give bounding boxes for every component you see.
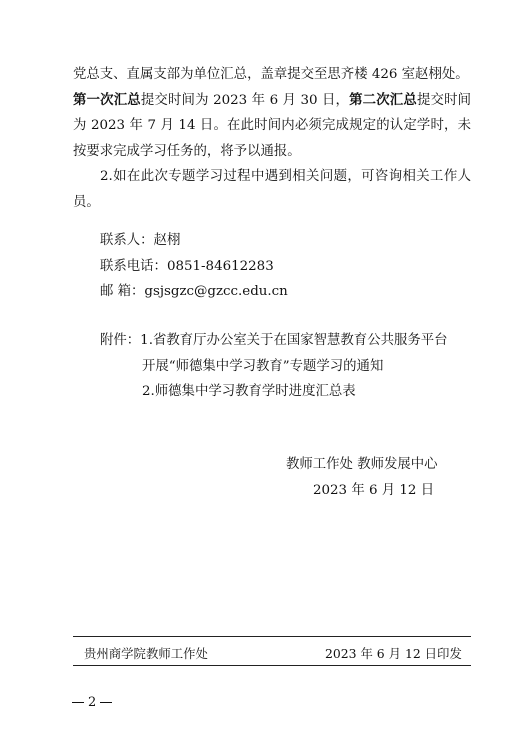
attachment-item-1-line-1: 1.省教育厅办公室关于在国家智慧教育公共服务平台 [140,333,448,348]
contact-block [100,228,288,305]
attachment-item-1-line-2: 开展“师德集中学习教育”专题学习的通知 [142,358,384,374]
second-summary-text: 提交时间为 2023 年 7 月 14 日。在此时间内必须完成规定的认定学时，未按要求完成学习任务的，将予以通报。 [73,92,472,159]
body-text [73,62,471,215]
signature-date: 2023 年 6 月 12 日 [313,483,435,498]
paragraph-submission-location: 党总支、直属支部为单位汇总，盖章提交至思齐楼 426 室赵栩处。 [73,67,469,82]
contact-phone: 联系电话：0851-84612283 [100,258,274,274]
paragraph-submission-deadlines [73,88,471,165]
attachments-label: 附件： [100,333,141,348]
attachment-item-2: 2.师德集中学习教育学时进度汇总表 [142,384,356,399]
attachments-block [100,328,480,405]
second-summary-label: 第二次汇总 [349,91,417,108]
footer-bottom-rule [73,665,471,666]
page-number-left-dash [72,702,84,703]
contact-email: 邮 箱：gsjsgzc@gzcc.edu.cn [100,284,288,299]
signature-issuers: 教师工作处 教师发展中心 [286,457,438,472]
first-summary-text: 提交时间为 2023 年 6 月 30 日， [140,92,350,108]
first-summary-label: 第一次汇总 [73,91,141,108]
contact-person: 联系人：赵栩 [100,233,181,248]
footer-org: 贵州商学院教师工作处 [84,646,208,661]
page-number-right-dash [100,702,112,703]
footer-top-rule [73,636,471,637]
page-number [72,695,112,710]
footer-print-date: 2023 年 6 月 12 日印发 [325,646,462,661]
paragraph-contact-note: 2.如在此次专题学习过程中遇到相关问题，可咨询相关工作人员。 [73,169,471,210]
page-number-value: 2 [88,695,97,710]
attachment-item-1 [100,328,480,354]
